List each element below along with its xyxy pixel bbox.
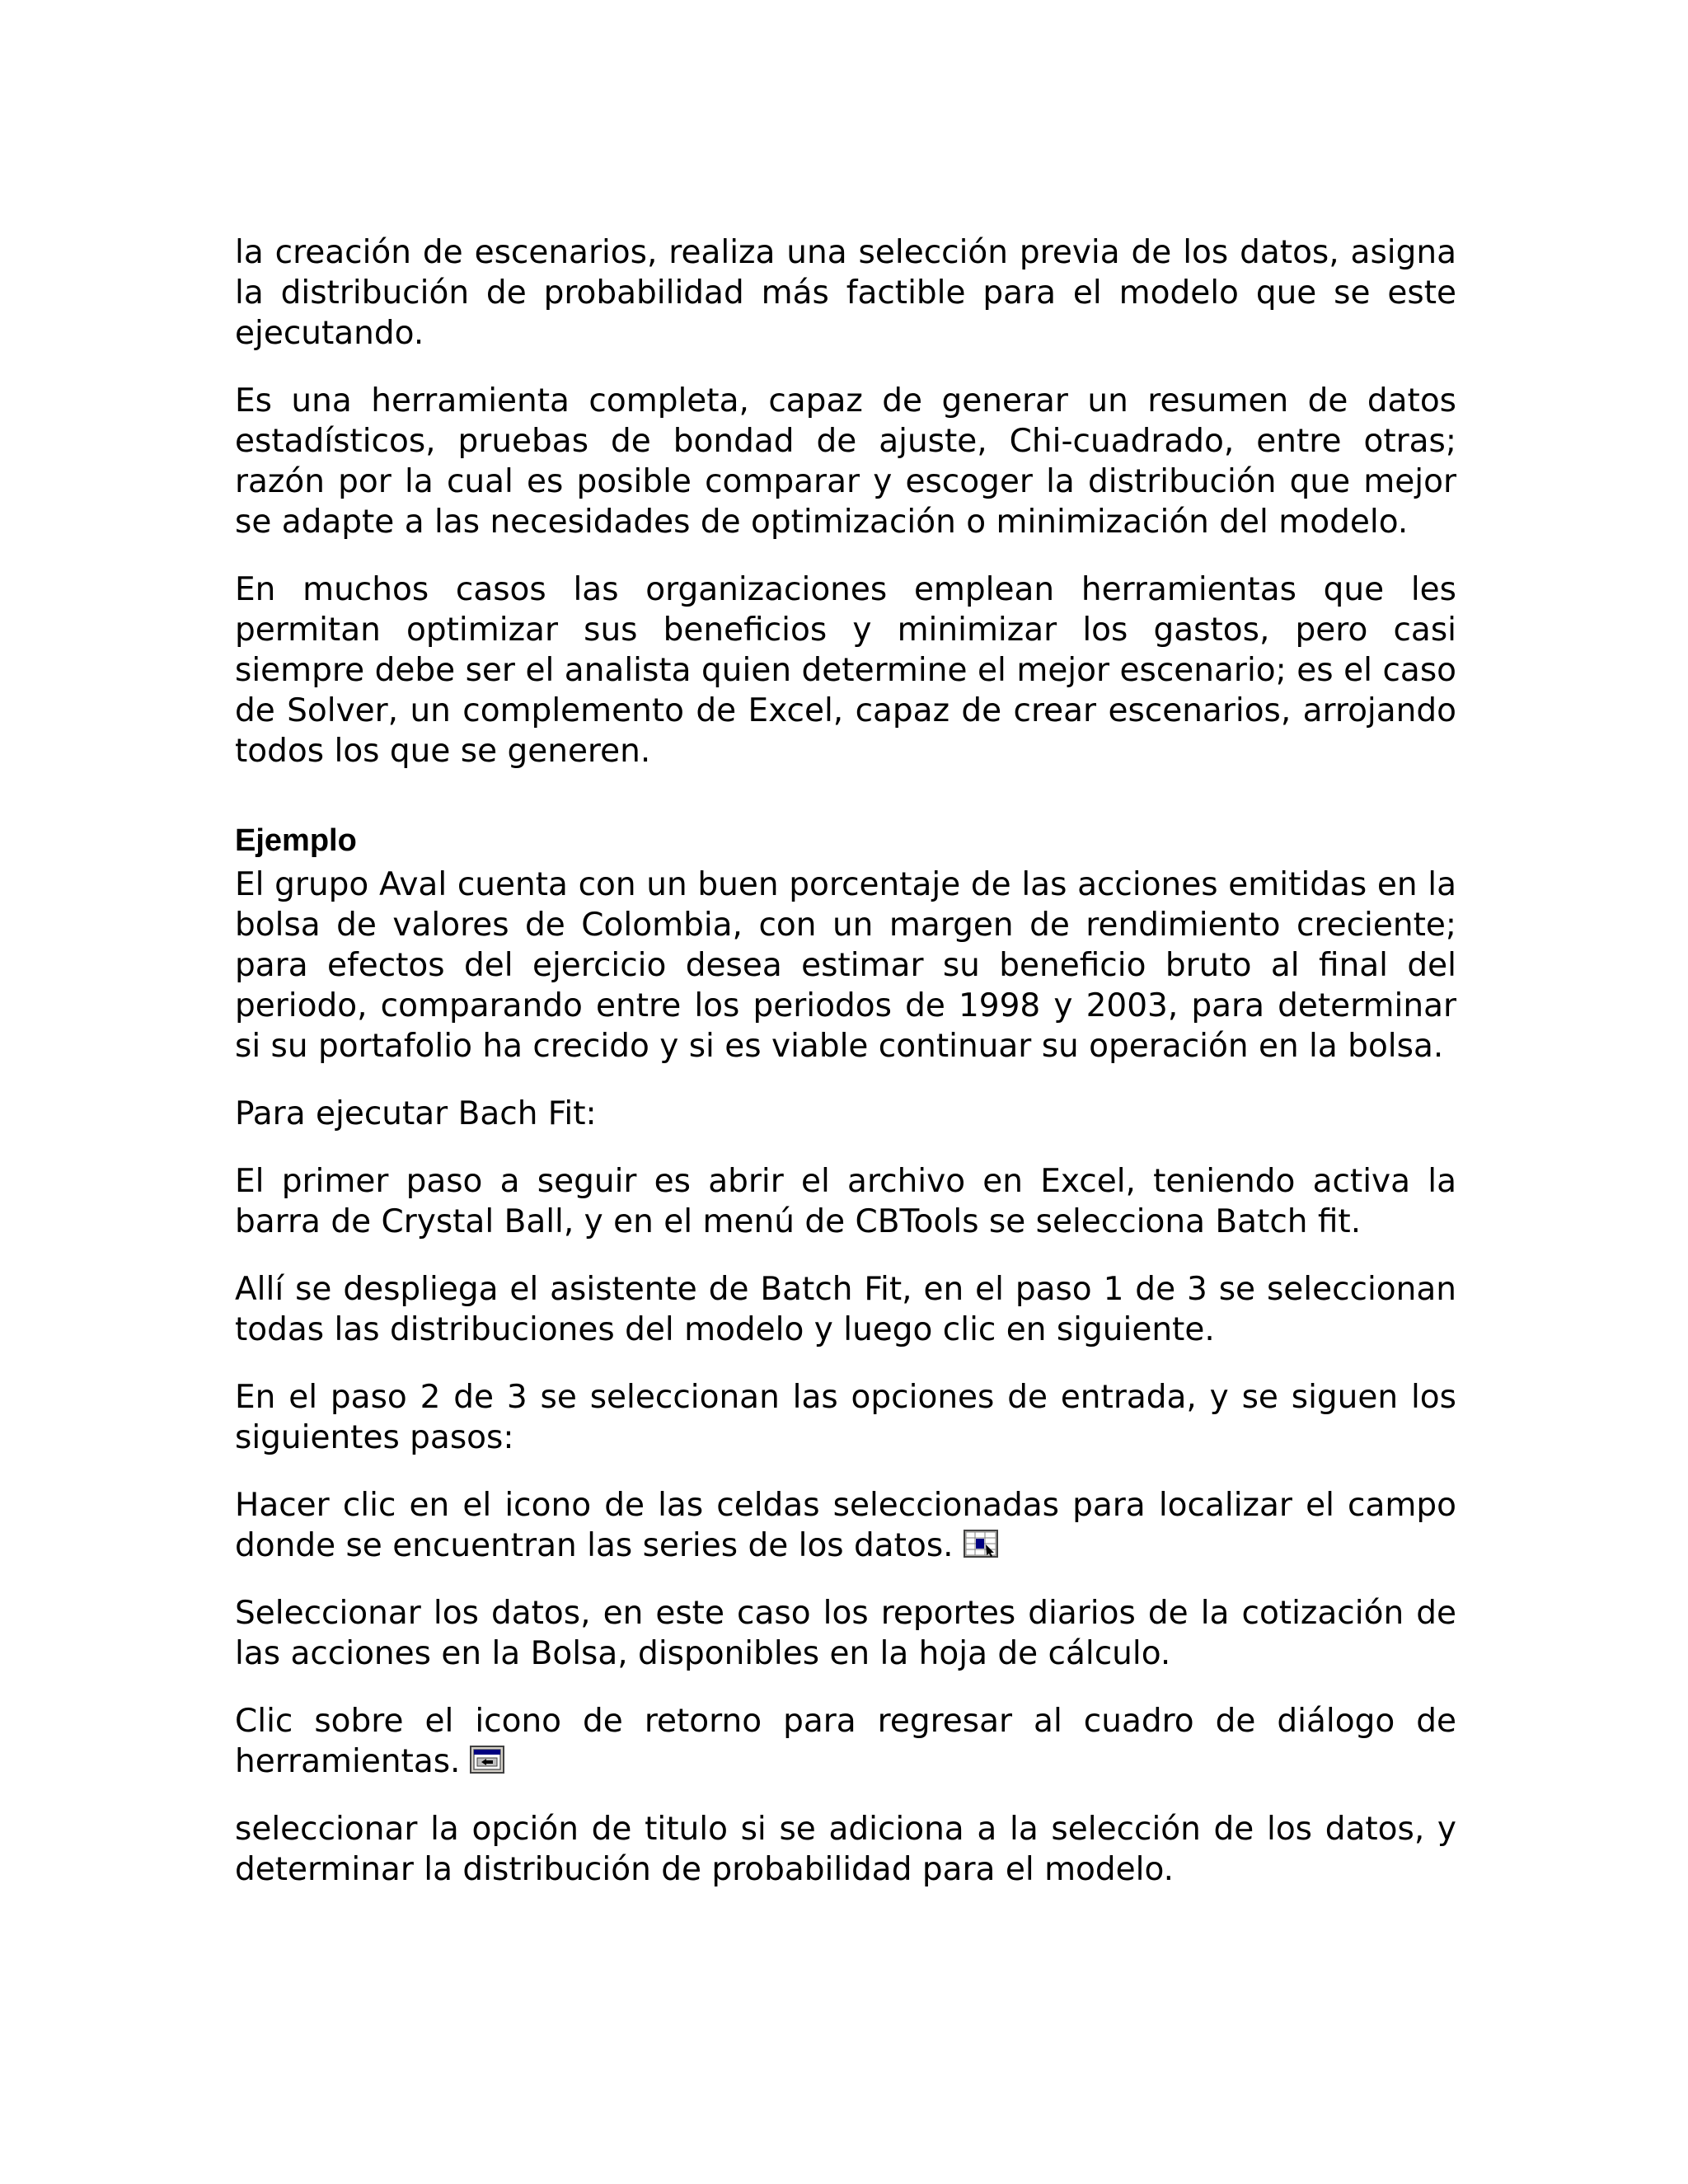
- paragraph-grupo-aval: El grupo Aval cuenta con un buen porcentaje de las acciones emitidas en la bolsa de valores de Colombia, con un margen de rendimiento creciente; para efectos del ejercicio desea estimar su beneficio bruto al final del periodo, comparando entre los periodos de 1998 y 2003, para determinar si su portafolio ha crecido y si es viable continuar su operación en la bolsa.: [235, 866, 1456, 1065]
- paragraph-return-icon-text: Clic sobre el icono de retorno para regresar al cuadro de diálogo de herramientas.: [235, 1703, 1456, 1780]
- paragraph-return-icon: [235, 1701, 1456, 1782]
- paragraph-select-cells: [235, 1485, 1456, 1566]
- paragraph-solver: En muchos casos las organizaciones emplean herramientas que les permitan optimizar sus beneficios y minimizar los gastos, pero casi siempre debe ser el analista quien determine el mejor escenario; es el caso de Solver, un complemento de Excel, capaz de crear escenarios, arrojando todos los que se generen.: [235, 571, 1456, 770]
- paragraph-step-2-of-3: En el paso 2 de 3 se seleccionan las opciones de entrada, y se siguen los siguientes pasos:: [235, 1379, 1456, 1456]
- return-dialog-icon: [470, 1746, 504, 1774]
- heading-ejemplo: Ejemplo: [235, 823, 357, 858]
- paragraph-select-cells-text: Hacer clic en el icono de las celdas seleccionadas para localizar el campo donde se encuentran las series de los datos.: [235, 1487, 1456, 1564]
- select-cells-icon: [964, 1530, 998, 1558]
- paragraph-step-open-excel: El primer paso a seguir es abrir el archivo en Excel, teniendo activa la barra de Crystal Ball, y en el menú de CBTools se selecciona Batch fit.: [235, 1163, 1456, 1240]
- paragraph-complete-tool: Es una herramienta completa, capaz de generar un resumen de datos estadísticos, pruebas de bondad de ajuste, Chi-cuadrado, entre otras; razón por la cual es posible comparar y escoger la distribución que mejor se adapte a las necesidades de optimización o minimización del modelo.: [235, 382, 1456, 541]
- document-page: [235, 232, 1456, 1917]
- paragraph-scenarios: la creación de escenarios, realiza una selección previa de los datos, asigna la distribución de probabilidad más factible para el modelo que se este ejecutando.: [235, 234, 1456, 352]
- paragraph-select-data: Seleccionar los datos, en este caso los reportes diarios de la cotización de las acciones en la Bolsa, disponibles en la hoja de cálculo.: [235, 1595, 1456, 1672]
- paragraph-select-title-option: seleccionar la opción de titulo si se adiciona a la selección de los datos, y determinar la distribución de probabilidad para el modelo.: [235, 1811, 1456, 1888]
- paragraph-step-1-of-3: Allí se despliega el asistente de Batch Fit, en el paso 1 de 3 se seleccionan todas las distribuciones del modelo y luego clic en siguiente.: [235, 1271, 1456, 1348]
- paragraph-run-batch-fit: Para ejecutar Bach Fit:: [235, 1095, 597, 1132]
